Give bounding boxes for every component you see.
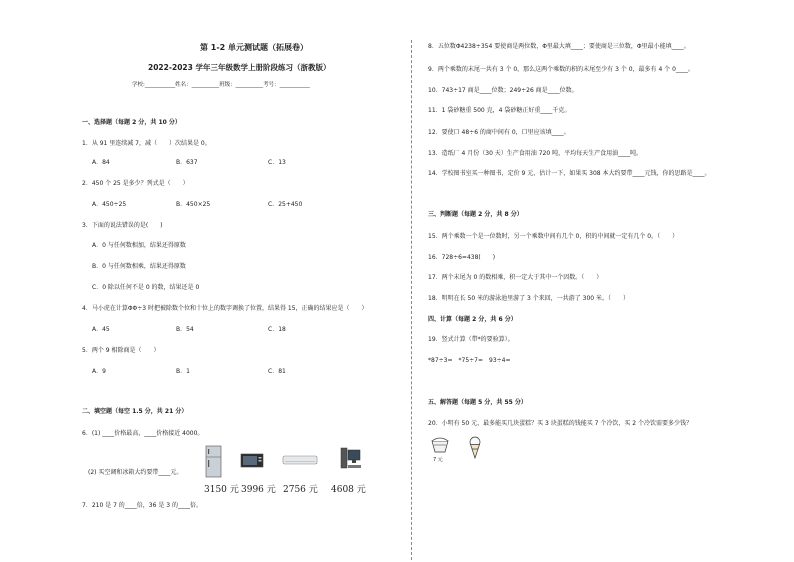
question-6-part-1: 6．(1) ____价格最高，____价格接近 4000。 — [82, 430, 204, 437]
student-info-line: 学校:___________姓名：__________班级：__________考号：___________ — [132, 82, 310, 88]
question-20: 20．小明有 50 元，最多能买几块蛋糕？买 3 块蛋糕的钱能买 7 个冷饮，买 2 个冷饮需要多少钱？ — [428, 420, 692, 427]
question-6-part-2: (2) 买空调和冰箱大约要带____元。 — [88, 469, 183, 476]
section-calc-heading: 四、计算（每题 2 分，共 6 分） — [428, 316, 517, 323]
question-8: 8．五位数Φ4238÷354 要使商是两位数，Φ里最大填____；要使商是三位数，Φ里最小能填____。 — [428, 43, 690, 50]
air-conditioner-icon — [282, 455, 318, 465]
question-18: 18．明明在长 50 米的游泳池里游了 3 个来回，一共游了 300 米。（ ） — [428, 295, 629, 302]
question-19: 19．竖式计算（带*的要验算）。 — [428, 336, 514, 343]
q3-option-b: B．0 与任何数相乘，结果还得原数 — [92, 263, 186, 270]
price-fridge: 3150 元 — [204, 485, 239, 495]
q3-option-a: A．0 与任何数相加，结果还得原数 — [92, 242, 186, 249]
price-air-conditioner: 2756 元 — [283, 485, 318, 495]
fridge-icon — [205, 445, 223, 479]
question-5: 5．两个 9 相除商是（ ） — [82, 347, 160, 354]
column-divider — [411, 40, 412, 560]
q5-option-c: C．81 — [268, 368, 286, 375]
q5-option-a: A．9 — [92, 368, 106, 375]
question-17: 17．两个末尾为 0 的数相乘，积一定大于其中一个因数。（ ） — [428, 274, 603, 281]
price-microwave: 3996 元 — [241, 485, 276, 495]
cake-price-label: 7 元 — [433, 457, 443, 463]
q5-option-b: B．1 — [176, 368, 190, 375]
question-4: 4．马小虎在计算ΦΦ÷3 时把被除数个位和十位上的数字调换了位置，结果得 15，正确的结果应是（ ） — [82, 305, 368, 312]
ice-cream-icon — [468, 436, 482, 460]
q2-option-c: C．25+450 — [268, 201, 303, 208]
q3-option-c: C．0 除以任何不是 0 的数，结果还是 0 — [92, 284, 200, 291]
page-title: 第 1-2 单元测试题（拓展卷） — [200, 43, 309, 52]
q1-option-a: A．84 — [92, 159, 110, 166]
question-12: 12．要使口 48÷6 的商中间有 0，口里应该填____。 — [428, 129, 570, 136]
q1-option-c: C．13 — [268, 159, 286, 166]
question-11: 11．1 袋砂糖重 500 克，4 袋砂糖正好重____千克。 — [428, 107, 571, 114]
computer-icon — [340, 447, 362, 471]
question-13: 13．造纸厂 4 月份（30 天）生产食用油 720 吨，平均每天生产食用油____吨。 — [428, 150, 643, 157]
section-answer-heading: 五、解答题（每题 5 分，共 55 分） — [428, 399, 527, 406]
microwave-icon — [240, 453, 264, 469]
section-judge-heading: 三、判断题（每题 2 分，共 8 分） — [428, 211, 523, 218]
question-7: 7．210 是 7 的____倍，36 是 3 的____倍。 — [82, 502, 202, 509]
question-19-items: *87÷3= *75÷7= 93÷4= — [428, 357, 511, 364]
question-9: 9．两个乘数的末尾一共有 3 个 0，那么这两个乘数的积的末尾至少有 3 个 0，最多有 4 个 0____。 — [428, 66, 694, 73]
question-2: 2．450 个 25 是多少？列式是（ ） — [82, 180, 189, 187]
section-fill-heading: 二、填空题（每空 1.5 分，共 21 分） — [82, 408, 188, 415]
question-14: 14．学校图书室买一种图书，定价 9 元，估计一下，如果买 308 本大约要带____元钱，你的思路是____。 — [428, 170, 711, 177]
page-subtitle: 2022-2023 学年三年级数学上册阶段练习（浙教版） — [148, 63, 331, 72]
q4-option-c: C．18 — [268, 326, 286, 333]
q4-option-b: B．54 — [176, 326, 194, 333]
q2-option-b: B．450×25 — [176, 201, 211, 208]
question-3: 3．下面的说法错误的是( ) — [82, 222, 163, 229]
price-computer: 4608 元 — [331, 485, 366, 495]
question-10: 10．743÷17 商是____位数；249÷26 商是____位数。 — [428, 87, 578, 94]
question-1: 1．从 91 里连续减 7，减（ ）次结果是 0。 — [82, 140, 211, 147]
q2-option-a: A．450÷25 — [92, 201, 127, 208]
question-16: 16．728÷6=438( ) — [428, 254, 496, 261]
section-choice-heading: 一、选择题（每题 2 分，共 10 分） — [82, 119, 181, 126]
q4-option-a: A．45 — [92, 326, 110, 333]
question-15: 15．两个乘数一个是一位数时，另一个乘数中间有几个 0，积的中间就一定有几个 0。（ ） — [428, 233, 679, 240]
q1-option-b: B．637 — [176, 159, 198, 166]
cake-icon — [430, 434, 450, 456]
